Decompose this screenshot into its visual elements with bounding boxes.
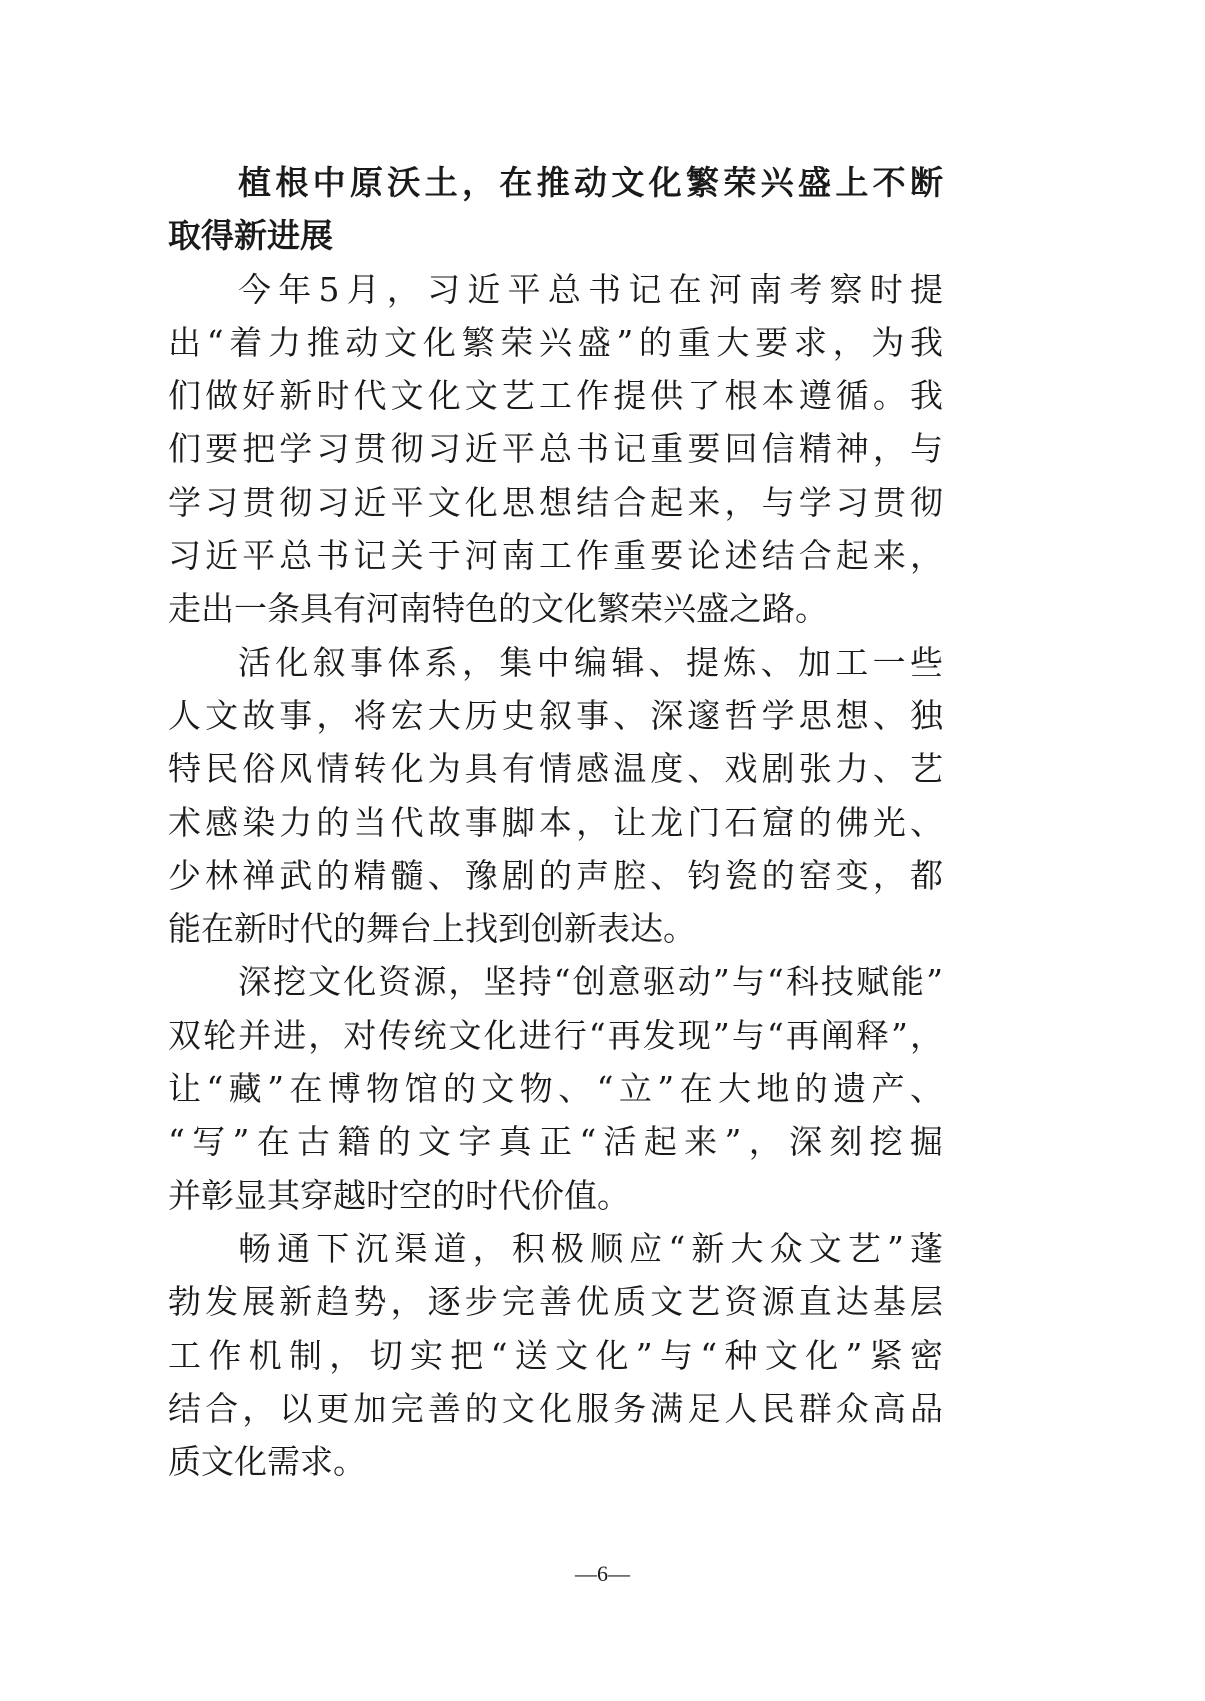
paragraph-line: 们做好新时代文化文艺工作提供了根本遵循。我 (168, 376, 943, 416)
paragraph-line: 们要把学习贯彻习近平总书记重要回信精神，与 (168, 429, 943, 469)
paragraph-line: 工作机制，切实把“送文化”与“种文化”紧密 (168, 1335, 943, 1375)
paragraph-2 (168, 636, 943, 956)
heading-line: 取得新进展 (168, 216, 333, 256)
paragraph-line: 活化叙事体系，集中编辑、提炼、加工一些 (238, 642, 943, 682)
paragraph-line: 术感染力的当代故事脚本，让龙门石窟的佛光、 (168, 802, 943, 842)
paragraph-line: “写”在古籍的文字真正“活起来”，深刻挖掘 (168, 1122, 943, 1162)
paragraph-line: 少林禅武的精髓、豫剧的声腔、钧瓷的窑变，都 (168, 855, 943, 895)
paragraph-line: 特民俗风情转化为具有情感温度、戏剧张力、艺 (168, 749, 943, 789)
paragraph-line: 并彰显其穿越时空的时代价值。 (168, 1175, 630, 1215)
paragraph-line: 今年5月，习近平总书记在河南考察时提 (238, 269, 943, 309)
heading-line: 植根中原沃土，在推动文化繁荣兴盛上不断 (238, 163, 943, 202)
document-body (168, 156, 943, 1488)
paragraph-line: 让“藏”在博物馆的文物、“立”在大地的遗产、 (168, 1069, 943, 1109)
paragraph-line: 走出一条具有河南特色的文化繁荣兴盛之路。 (168, 589, 828, 629)
paragraph-line: 出“着力推动文化繁荣兴盛”的重大要求，为我 (168, 322, 943, 362)
paragraph-3 (168, 955, 943, 1221)
paragraph-line: 质文化需求。 (168, 1442, 366, 1482)
paragraph-line: 人文故事，将宏大历史叙事、深邃哲学思想、独 (168, 695, 943, 735)
paragraph-line: 勃发展新趋势，逐步完善优质文艺资源直达基层 (168, 1282, 943, 1322)
paragraph-line: 畅通下沉渠道，积极顺应“新大众文艺”蓬 (238, 1228, 943, 1268)
paragraph-4 (168, 1222, 943, 1488)
paragraph-line: 结合，以更加完善的文化服务满足人民群众高品 (168, 1388, 943, 1428)
page-number: —6— (575, 1561, 630, 1586)
paragraph-1 (168, 263, 943, 636)
paragraph-line: 学习贯彻习近平文化思想结合起来，与学习贯彻 (168, 482, 943, 522)
paragraph-line: 双轮并进，对传统文化进行“再发现”与“再阐释”， (168, 1015, 943, 1055)
section-heading (168, 156, 943, 263)
paragraph-line: 习近平总书记关于河南工作重要论述结合起来， (168, 536, 943, 576)
paragraph-line: 能在新时代的舞台上找到创新表达。 (168, 909, 696, 949)
paragraph-line: 深挖文化资源，坚持“创意驱动”与“科技赋能” (238, 962, 943, 1002)
